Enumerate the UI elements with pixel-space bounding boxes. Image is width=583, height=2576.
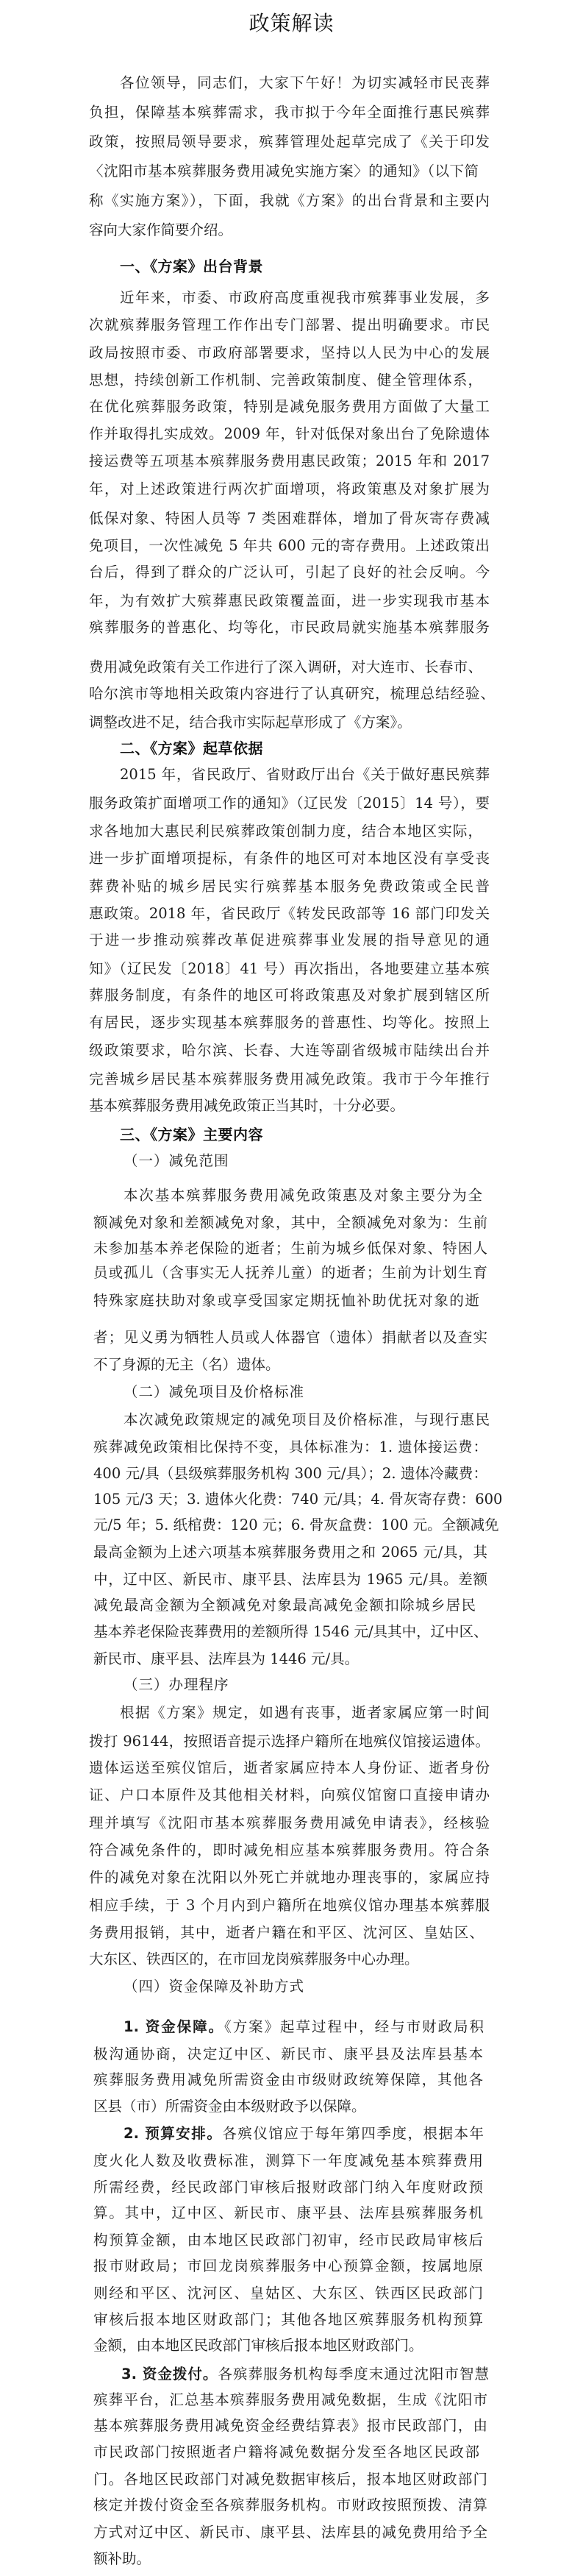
sub3-line: 理并填写《沈阳市基本殡葬服务费用减免申请表》，经核验 bbox=[89, 1814, 490, 1831]
section2-line: 惠政策。2018 年，省民政厅《转发民政部等 16 部门印发关 bbox=[89, 905, 490, 922]
sub1-line: 特殊家庭扶助对象或享受国家定期抚恤补助优抚对象的逝 bbox=[93, 1292, 479, 1309]
section2-line: 知》（辽民发〔2018〕41 号）再次指出，各地要建立基本殡 bbox=[89, 960, 490, 977]
sub1-line: 员或孤儿（含事实无人抚养儿童）的逝者；生前为计划生育 bbox=[93, 1264, 487, 1281]
sub2-line: 最高金额为上述六项基本殡葬服务费用之和 2065 元/具，其 bbox=[93, 1544, 487, 1561]
sub3-line: 拨打 96144，按照语音提示选择户籍所在地殡仪馆接运遗体。 bbox=[89, 1733, 490, 1750]
section-heading-basis: 二、《方案》起草依据 bbox=[120, 739, 263, 757]
sub1-line: 本次基本殡葬服务费用减免政策惠及对象主要分为全 bbox=[124, 1187, 482, 1204]
intro-line: 容向大家作简要介绍。 bbox=[89, 221, 233, 238]
subheading-funding: （四）资金保障及补助方式 bbox=[124, 1978, 305, 1995]
funding-item-line: 构预算金额，由本地区民政部门初审，经市民政局审核后 bbox=[93, 2232, 483, 2249]
subheading-procedure: （三）办理程序 bbox=[124, 1676, 229, 1693]
sub1-line: 额减免对象和差额减免对象，其中，全额减免对象为：生前 bbox=[93, 1214, 487, 1231]
funding-item-line: 审核后报本地区财政部门；其他各地区殡葬服务机构预算 bbox=[93, 2311, 483, 2328]
intro-line: 称《实施方案》），下面，我就《方案》的出台背景和主要内 bbox=[89, 192, 490, 209]
sub1-line: 不了身源的无主（名）遗体。 bbox=[93, 1356, 280, 1373]
funding-item-line: 报市财政局；市回龙岗殡葬服务中心预算金额，按属地原 bbox=[93, 2257, 483, 2274]
funding-item-line: 额补助。 bbox=[93, 2550, 151, 2567]
section1-line: 思想，持续创新工作机制、完善政策制度、健全管理体系， bbox=[89, 372, 482, 388]
section2-line: 2015 年，省民政厅、省财政厅出台《关于做好惠民殡葬 bbox=[120, 766, 490, 783]
funding-item-line: 算。其中，辽中区、新民市、康平县、法库县殡葬服务机 bbox=[93, 2204, 483, 2221]
funding-item-line: 殡葬服务费用减免所需资金由市级财政统筹保障，其他各 bbox=[93, 2071, 483, 2088]
sub3-line: 务费用报销，其中，逝者户籍在和平区、沈河区、皇姑区、 bbox=[89, 1924, 484, 1941]
sub2-line: 元/5 年；5. 纸棺费：120 元；6. 骨灰盒费：100 元。全额减免 bbox=[93, 1516, 499, 1533]
section1-line: 哈尔滨市等地相关政策内容进行了认真研究，梳理总结经验、 bbox=[89, 685, 495, 702]
sub2-line: 中，辽中区、新民市、康平县、法库县为 1965 元/具。差额 bbox=[93, 1571, 487, 1588]
sub3-line: 大东区、铁西区的，在市回龙岗殡葬服务中心办理。 bbox=[89, 1951, 419, 1968]
section1-line: 费用减免政策有关工作进行了深入调研，对大连市、长春市、 bbox=[89, 659, 482, 675]
section-heading-background: 一、《方案》出台背景 bbox=[120, 258, 263, 275]
section2-line: 进一步扩面增项提标，有条件的地区可对本地区没有享受丧 bbox=[89, 850, 490, 867]
section1-line: 台后，得到了群众的广泛认可，引起了良好的社会反响。今 bbox=[89, 564, 490, 581]
sub3-line: 证、户口本原件及其他相关材料，向殡仪馆窗口直接申请办 bbox=[89, 1786, 490, 1803]
sub2-line: 减免最高金额为全额减免对象最高减免金额扣除城乡居民 bbox=[93, 1597, 476, 1614]
subheading-fee-standards: （二）减免项目及价格标准 bbox=[124, 1383, 305, 1400]
funding-item-line: 区县（市）所需资金由本级财政予以保障。 bbox=[93, 2098, 366, 2115]
funding-item-line: 门。各地区民政部门对减免数据审核后，报本地区财政部门 bbox=[93, 2471, 487, 2488]
sub1-line: 者；见义勇为牺牲人员或人体器官（遗体）捐献者以及查实 bbox=[93, 1329, 487, 1346]
intro-line: 政策，按照局领导要求，殡葬管理处起草完成了《关于印发 bbox=[89, 133, 490, 150]
section2-line: 葬服务制度，有条件的地区可将政策惠及对象扩展到辖区所 bbox=[89, 987, 490, 1004]
sub1-line: 未参加基本养老保险的逝者；生前为城乡低保对象、特困人 bbox=[93, 1240, 487, 1257]
section1-line: 年，为有效扩大殡葬惠民政策覆盖面，进一步实现我市基本 bbox=[89, 592, 490, 609]
funding-item-line: 殡葬平台，汇总基本殡葬服务费用减免数据，生成《沈阳市 bbox=[93, 2391, 487, 2408]
funding-item-label: 2. 预算安排。 bbox=[124, 2125, 223, 2142]
section1-line: 政局按照市委、市政府部署要求，坚持以人民为中心的发展 bbox=[89, 344, 490, 361]
sub2-line: 400 元/具（县级殡葬服务机构 300 元/具）；2. 遗体冷藏费： bbox=[93, 1465, 487, 1482]
funding-item-line: 3. 资金拨付。各殡葬服务机构每季度末通过沈阳市智慧 bbox=[121, 2366, 489, 2382]
subheading-scope: （一）减免范围 bbox=[124, 1152, 229, 1169]
funding-item-line: 度火化人数及收费标准，测算下一年度减免基本殡葬费用 bbox=[93, 2152, 483, 2169]
section1-line: 接运费等五项基本殡葬服务费用惠民政策；2015 年和 2017 bbox=[89, 453, 490, 469]
section1-line: 作并取得扎实成效。2009 年，针对低保对象出台了免除遗体 bbox=[89, 425, 490, 442]
section2-line: 于进一步推动殡葬改革促进殡葬事业发展的指导意见的通 bbox=[89, 932, 490, 948]
intro-line: 负担，保障基本殡葬需求，我市拟于今年全面推行惠民殡葬 bbox=[89, 104, 490, 121]
funding-item-line: 2. 预算安排。各殡仪馆应于每年第四季度，根据本年 bbox=[124, 2125, 484, 2142]
section2-line: 求各地加大惠民利民殡葬政策创制力度，结合本地区实际， bbox=[89, 823, 482, 840]
page-title: 政策解读 bbox=[248, 11, 335, 35]
section1-line: 低保对象、特困人员等 7 类困难群体，增加了骨灰寄存费减 bbox=[89, 510, 490, 527]
sub2-line: 新民市、康平县、法库县为 1446 元/具。 bbox=[93, 1650, 360, 1667]
funding-item-line: 方式对辽中区、新民市、康平县、法库县的减免费用给予全 bbox=[93, 2524, 487, 2541]
sub3-line: 件的减免对象在沈阳以外死亡并就地办理丧事的，家属应持 bbox=[89, 1869, 490, 1886]
funding-item-line: 1. 资金保障。《方案》起草过程中，经与市财政局积 bbox=[124, 2018, 484, 2035]
section1-line: 次就殡葬服务管理工作作出专门部署、提出明确要求。市民 bbox=[89, 316, 490, 333]
sub2-line: 105 元/3 天；3. 遗体火化费：740 元/具；4. 骨灰寄存费：600 bbox=[93, 1491, 503, 1508]
section-heading-content: 三、《方案》主要内容 bbox=[120, 1126, 263, 1143]
funding-item-label: 1. 资金保障。 bbox=[124, 2018, 224, 2035]
funding-item-line: 金额，由本地区民政部门审核后报本地区财政部门。 bbox=[93, 2337, 423, 2354]
funding-item-line: 基本殡葬服务费用减免资金经费结算表》报市民政部门，由 bbox=[93, 2417, 487, 2434]
sub3-line: 遗体运送至殡仪馆后，逝者家属应持本人身份证、逝者身份 bbox=[89, 1759, 490, 1776]
funding-item-line: 核定并拨付资金至各殡葬服务机构。市财政按照预拨、清算 bbox=[93, 2497, 487, 2513]
intro-line: 〈沈阳市基本殡葬服务费用减免实施方案〉的通知》（以下简 bbox=[89, 163, 479, 180]
funding-item-line: 所需经费，经民政部门审核后报财政部门纳入年度财政预 bbox=[93, 2179, 483, 2196]
sub3-line: 符合减免条件的，即时减免相应基本殡葬服务费用。符合条 bbox=[89, 1842, 490, 1859]
section2-line: 服务政策扩面增项工作的通知》（辽民发〔2015〕14 号），要 bbox=[89, 795, 490, 812]
section1-line: 年，对上述政策进行两次扩面增项，将政策惠及对象扩展为 bbox=[89, 480, 490, 497]
section1-line: 调整改进不足，结合我市实际起草形成了《方案》。 bbox=[89, 714, 412, 731]
section2-line: 葬费补贴的城乡居民实行殡葬基本服务免费政策或全民普 bbox=[89, 878, 490, 895]
sub3-line: 相应手续，于 3 个月内到户籍所在地殡仪馆办理基本殡葬服 bbox=[89, 1897, 490, 1914]
section1-line: 殡葬服务的普惠化、均等化，市民政局就实施基本殡葬服务 bbox=[89, 619, 490, 636]
section2-line: 完善城乡居民基本殡葬服务费用减免政策。我市于今年推行 bbox=[89, 1071, 490, 1087]
funding-item-line: 则经和平区、沈河区、皇姑区、大东区、铁西区民政部门 bbox=[93, 2285, 483, 2302]
section1-line: 免项目，一次性减免 5 年共 600 元的寄存费用。上述政策出 bbox=[89, 537, 490, 554]
sub2-line: 本次减免政策规定的减免项目及价格标准，与现行惠民 bbox=[124, 1411, 490, 1428]
funding-item-line: 极沟通协商，决定辽中区、新民市、康平县及法库县基本 bbox=[93, 2045, 483, 2062]
sub2-line: 殡葬减免政策相比保持不变，具体标准为：1. 遗体接运费： bbox=[93, 1438, 487, 1455]
sub2-line: 基本养老保险丧葬费用的差额所得 1546 元/具其中，辽中区、 bbox=[93, 1623, 488, 1640]
sub3-line: 根据《方案》规定，如遇有丧事，逝者家属应第一时间 bbox=[120, 1704, 490, 1721]
section2-line: 基本殡葬服务费用减免政策正当其时，十分必要。 bbox=[89, 1097, 405, 1114]
section1-line: 近年来，市委、市政府高度重视我市殡葬事业发展，多 bbox=[120, 289, 490, 306]
intro-line: 各位领导，同志们，大家下午好！为切实减轻市民丧葬 bbox=[120, 74, 490, 91]
section2-line: 级政策要求，哈尔滨、长春、大连等副省级城市陆续出台并 bbox=[89, 1042, 490, 1059]
section2-line: 有居民，逐步实现基本殡葬服务的普惠性、均等化。按照上 bbox=[89, 1014, 490, 1031]
section1-line: 在优化殡葬服务政策，特别是减免服务费用方面做了大量工 bbox=[89, 398, 490, 415]
funding-item-line: 市民政部门按照逝者户籍将减免数据分发至各地区民政部 bbox=[93, 2444, 479, 2460]
funding-item-label: 3. 资金拨付。 bbox=[121, 2366, 218, 2382]
